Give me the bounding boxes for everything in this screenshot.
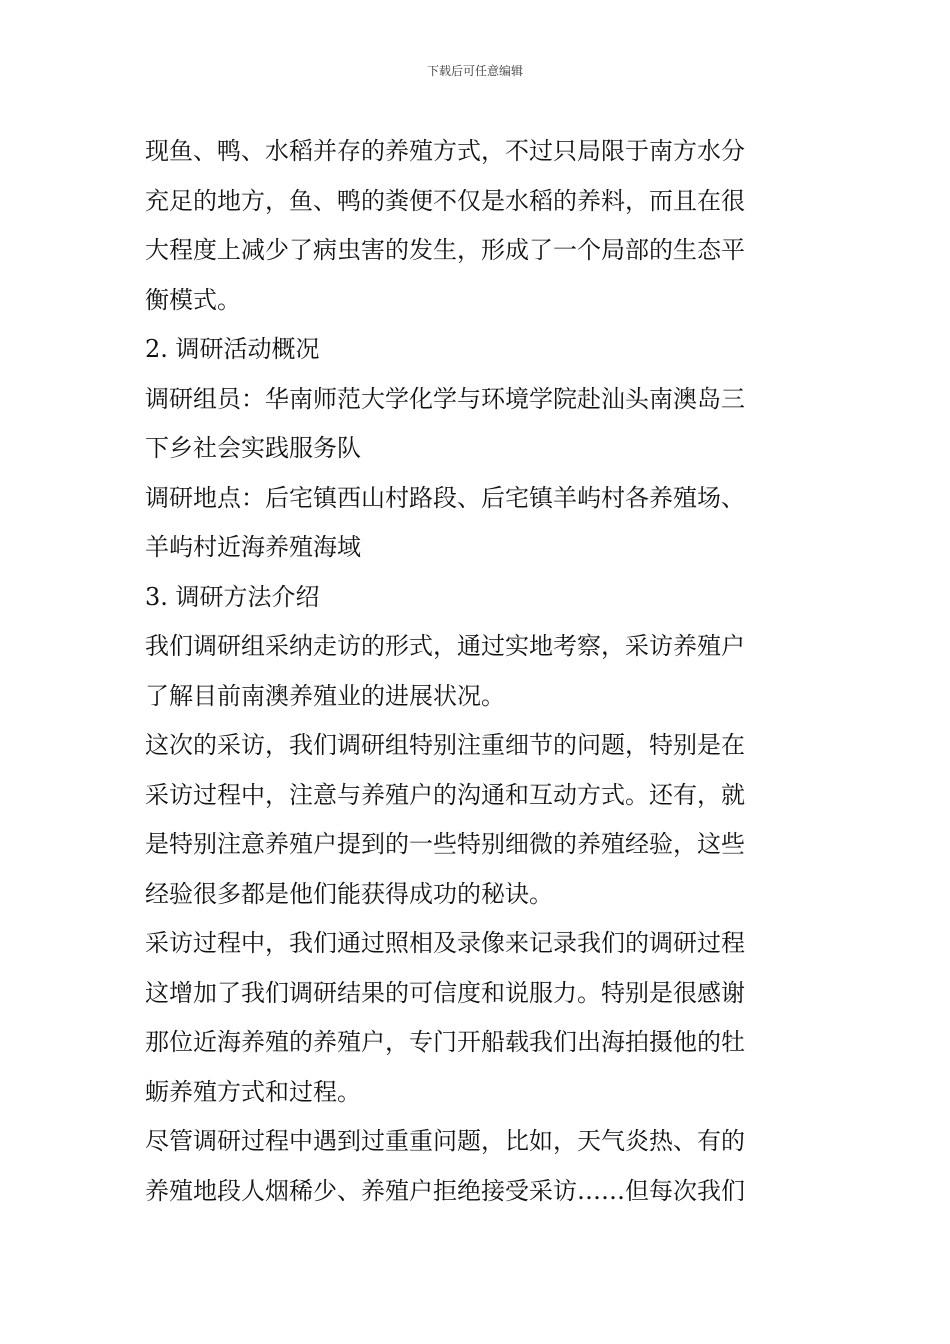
text-line: 调研组员：华南师范大学化学与环境学院赴汕头南澳岛三 xyxy=(145,384,745,413)
text-line: 羊屿村近海养殖海域 xyxy=(145,533,361,561)
text-line: 蛎养殖方式和过程。 xyxy=(145,1077,361,1106)
text-line: 这次的采访，我们调研组特别注重细节的问题，特别是在 xyxy=(145,731,745,759)
text-line: 现鱼、鸭、水稻并存的养殖方式，不过只局限于南方水分 xyxy=(145,137,745,165)
document-body xyxy=(145,127,810,1216)
section-heading: 2. 调研活动概况 xyxy=(145,335,320,363)
text-line: 调研地点：后宅镇西山村路段、后宅镇羊屿村各养殖场、 xyxy=(145,483,745,512)
text-line: 了解目前南澳养殖业的进展状况。 xyxy=(145,681,505,710)
text-line: 尽管调研过程中遇到过重重问题，比如，天气炎热、有的 xyxy=(145,1127,745,1155)
page-header: 下载后可任意编辑 xyxy=(426,64,523,78)
text-line: 采访过程中，我们通过照相及录像来记录我们的调研过程 xyxy=(145,929,745,957)
text-line: 养殖地段人烟稀少、养殖户拒绝接受采访……但每次我们 xyxy=(145,1176,745,1205)
text-line: 下乡社会实践服务队 xyxy=(145,434,361,462)
text-line: 我们调研组采纳走访的形式，通过实地考察，采访养殖户 xyxy=(145,632,745,660)
text-line: 那位近海养殖的养殖户，专门开船载我们出海拍摄他的牡 xyxy=(145,1028,745,1056)
text-line: 采访过程中，注意与养殖户的沟通和互动方式。还有，就 xyxy=(145,780,745,809)
text-line: 充足的地方，鱼、鸭的粪便不仅是水稻的养料，而且在很 xyxy=(145,186,745,215)
section-heading: 3. 调研方法介绍 xyxy=(145,582,320,611)
text-line: 衡模式。 xyxy=(145,285,241,314)
text-line: 是特别注意养殖户提到的一些特别细微的养殖经验，这些 xyxy=(145,830,745,858)
text-line: 大程度上减少了病虫害的发生，形成了一个局部的生态平 xyxy=(145,236,745,264)
text-line: 这增加了我们调研结果的可信度和说服力。特别是很感谢 xyxy=(145,978,745,1007)
text-line: 经验很多都是他们能获得成功的秘诀。 xyxy=(145,879,553,908)
